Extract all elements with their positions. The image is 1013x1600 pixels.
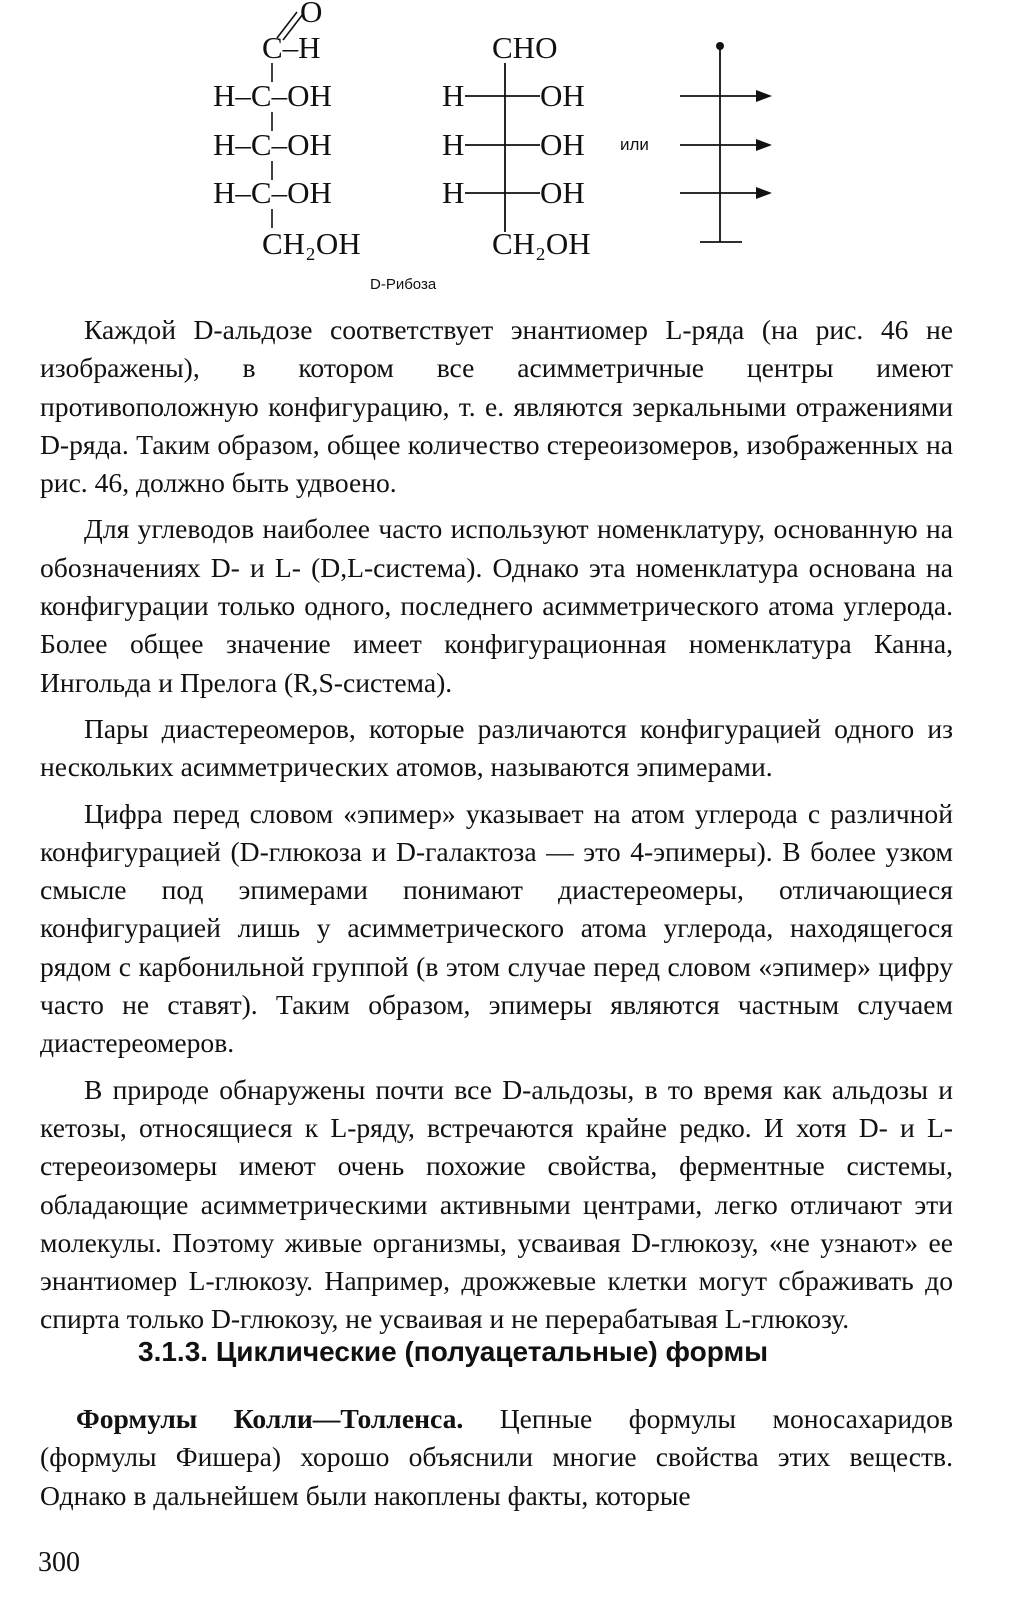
fischer-oh-1: OH	[540, 78, 585, 113]
formula-row-3: H–C–OH	[213, 175, 332, 210]
body-text-continued	[40, 1400, 953, 1515]
fischer-projection	[442, 30, 591, 261]
paragraph: Пары диастереомеров, которые различаются конфигурацией одного из нескольких асимметрических атомов, называются эпимерами.	[40, 712, 953, 783]
open-chain-formula	[213, 0, 361, 261]
arrow-head	[756, 139, 772, 151]
fischer-bottom: CH₂OH	[492, 226, 591, 261]
paragraph: Цифра перед словом «эпимер» указывает на атом углерода с различной конфигурацией (D-глюкоза и D-галактоза — это 4-эпимеры). В более узком смысле под эпимерами понимают диастереомеры, отличающиеся конфигурацией лишь у асимметрического атома углерода, находящегося рядом с карбонильной группой (в этом случае перед словом «эпимер» цифру часто не ставят). Таким образом, эпимеры являются частным случаем диастереомеров.	[40, 797, 953, 1059]
section-heading: 3.1.3. Циклические (полуацетальные) формы	[138, 1336, 769, 1367]
arrow-notation	[680, 42, 772, 242]
figure-caption: D-Рибоза	[370, 276, 437, 293]
paragraph: Каждой D-альдозе соответствует энантиомер L-ряда (на рис. 46 не изображены), в котором все асимметричные центры имеют противоположную конфигурацию, т. е. являются зеркальными отражениями D-ряда. Таким образом, общее количество стереоизомеров, изображенных на рис. 46, должно быть удвоено.	[40, 314, 953, 499]
page-number: 300	[38, 1547, 80, 1578]
formula-o-atom: O	[300, 0, 323, 29]
fischer-oh-3: OH	[540, 175, 585, 210]
fischer-h-3: H	[442, 175, 465, 210]
body-text	[40, 311, 953, 1347]
paragraph	[40, 1400, 953, 1515]
fischer-oh-2: OH	[540, 127, 585, 162]
paragraph: Для углеводов наиболее часто используют номенклатуру, основанную на обозначениях D- и L- (D,L-система). Однако эта номенклатура основана на конфигурации только одного, последнего асимметрического атома углерода. Более общее значение имеет конфигурационная номенклатура Канна, Ингольда и Прелога (R,S-система).	[40, 513, 953, 698]
or-label: или	[620, 135, 649, 154]
arrow-head	[756, 187, 772, 199]
paragraph: В природе обнаружены почти все D-альдозы, в то время как альдозы и кетозы, относящиеся к L-ряду, встречаются крайне редко. И хотя D- и L-стереоизомеры имеют очень похожие свойства, ферментные системы, обладающие асимметрическими активными центрами, легко отличают эти молекулы. Поэтому живые организмы, усваивая D-глюкозу, «не узнают» ее энантиомер L-глюкозу. Например, дрожжевые клетки могут сбраживать до спирта только D-глюкозу, не усваивая и не перерабатывая L-глюкозу.	[40, 1073, 953, 1335]
arrow-head	[756, 90, 772, 102]
paragraph-lead: Формулы Колли—Толленса.	[76, 1403, 464, 1434]
paragraph-text: Цепные формулы моносахаридов (формулы Фишера) хорошо объяснили многие свойства этих веществ. Однако в дальнейшем были накоплены факты, которые	[40, 1403, 953, 1511]
fischer-top: CHO	[492, 30, 558, 65]
formula-ch-group: C–H	[262, 30, 321, 65]
formula-bottom: CH₂OH	[262, 226, 361, 261]
formula-row-1: H–C–OH	[213, 78, 332, 113]
fischer-h-2: H	[442, 127, 465, 162]
fischer-h-1: H	[442, 78, 465, 113]
formula-row-2: H–C–OH	[213, 127, 332, 162]
d-ribose-figure	[0, 0, 1013, 300]
